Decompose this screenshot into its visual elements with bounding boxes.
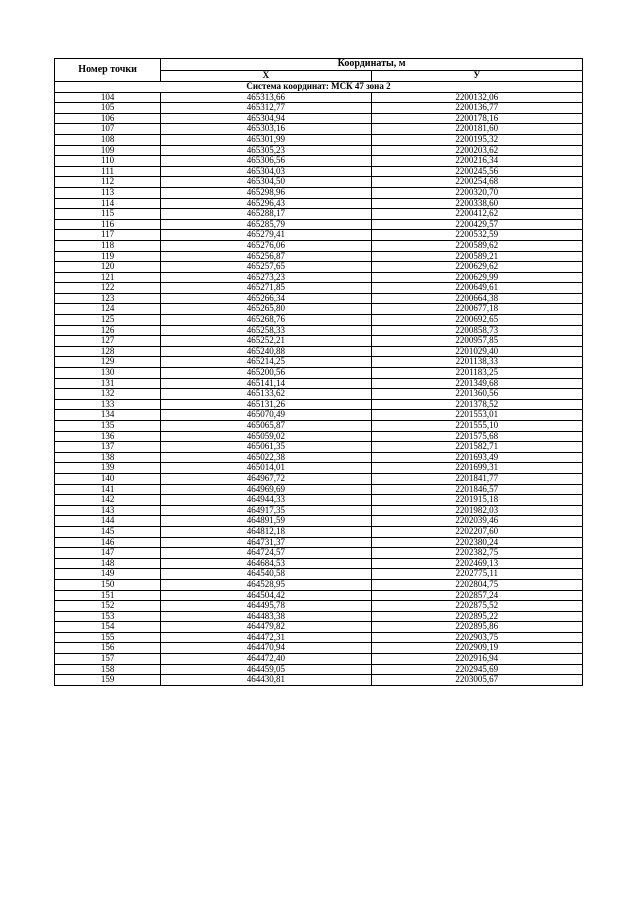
- point-number-cell: 133: [55, 399, 161, 410]
- table-row: [55, 675, 583, 686]
- y-coordinate-cell: 2201699,31: [371, 463, 582, 474]
- x-coordinate-cell: 464479,82: [161, 622, 371, 633]
- point-number-cell: 141: [55, 484, 161, 495]
- x-header: Х: [161, 70, 371, 82]
- table-row: [55, 558, 583, 569]
- point-number-cell: 106: [55, 113, 161, 124]
- table-row: [55, 336, 583, 347]
- x-coordinate-cell: 464472,40: [161, 654, 371, 665]
- x-coordinate-cell: 465271,85: [161, 283, 371, 294]
- table-row: [55, 368, 583, 379]
- x-coordinate-cell: 464684,53: [161, 558, 371, 569]
- y-coordinate-cell: 2201360,56: [371, 389, 582, 400]
- point-number-cell: 159: [55, 675, 161, 686]
- y-coordinate-cell: 2200203,62: [371, 145, 582, 156]
- x-coordinate-cell: 465285,79: [161, 219, 371, 230]
- y-coordinate-cell: 2202775,11: [371, 569, 582, 580]
- y-coordinate-cell: 2200181,60: [371, 124, 582, 135]
- y-coordinate-cell: 2202903,75: [371, 632, 582, 643]
- table-row: [55, 463, 583, 474]
- y-coordinate-cell: 2202857,24: [371, 590, 582, 601]
- y-coordinate-cell: 2202469,13: [371, 558, 582, 569]
- y-coordinate-cell: 2202207,60: [371, 526, 582, 537]
- x-coordinate-cell: 464470,94: [161, 643, 371, 654]
- table-row: [55, 410, 583, 421]
- point-number-cell: 122: [55, 283, 161, 294]
- table-row: [55, 569, 583, 580]
- y-coordinate-cell: 2200532,59: [371, 230, 582, 241]
- point-number-cell: 152: [55, 601, 161, 612]
- point-number-cell: 118: [55, 240, 161, 251]
- y-coordinate-cell: 2200412,62: [371, 209, 582, 220]
- table-row: [55, 654, 583, 665]
- table-row: [55, 240, 583, 251]
- x-coordinate-cell: 465059,02: [161, 431, 371, 442]
- table-row: [55, 103, 583, 114]
- y-coordinate-cell: 2200216,34: [371, 156, 582, 167]
- table-row: [55, 113, 583, 124]
- point-number-cell: 115: [55, 209, 161, 220]
- point-number-cell: 105: [55, 103, 161, 114]
- point-number-cell: 135: [55, 421, 161, 432]
- table-row: [55, 145, 583, 156]
- table-row: [55, 315, 583, 326]
- table-row: [55, 209, 583, 220]
- x-coordinate-cell: 465276,06: [161, 240, 371, 251]
- x-coordinate-cell: 465022,38: [161, 452, 371, 463]
- table-row: [55, 484, 583, 495]
- y-coordinate-cell: 2201029,40: [371, 346, 582, 357]
- table-row: [55, 421, 583, 432]
- y-coordinate-cell: 2200957,85: [371, 336, 582, 347]
- x-coordinate-cell: 465014,01: [161, 463, 371, 474]
- table-row: [55, 537, 583, 548]
- coordinates-document: [54, 58, 583, 686]
- x-coordinate-cell: 465296,43: [161, 198, 371, 209]
- table-row: [55, 156, 583, 167]
- table-row: [55, 198, 583, 209]
- point-number-cell: 125: [55, 315, 161, 326]
- table-row: [55, 590, 583, 601]
- y-coordinate-cell: 2201349,68: [371, 378, 582, 389]
- point-number-header: Номер точки: [55, 59, 161, 82]
- x-coordinate-cell: 464812,18: [161, 526, 371, 537]
- table-row: [55, 473, 583, 484]
- y-coordinate-cell: 2200589,21: [371, 251, 582, 262]
- x-coordinate-cell: 465312,77: [161, 103, 371, 114]
- point-number-cell: 117: [55, 230, 161, 241]
- x-coordinate-cell: 465070,49: [161, 410, 371, 421]
- x-coordinate-cell: 465256,87: [161, 251, 371, 262]
- point-number-cell: 142: [55, 495, 161, 506]
- y-coordinate-cell: 2202382,75: [371, 548, 582, 559]
- point-number-cell: 114: [55, 198, 161, 209]
- point-number-cell: 130: [55, 368, 161, 379]
- x-coordinate-cell: 464459,05: [161, 664, 371, 675]
- table-row: [55, 134, 583, 145]
- point-number-cell: 134: [55, 410, 161, 421]
- y-coordinate-cell: 2202039,46: [371, 516, 582, 527]
- y-coordinate-cell: 2201183,25: [371, 368, 582, 379]
- y-coordinate-cell: 2200589,62: [371, 240, 582, 251]
- point-number-cell: 145: [55, 526, 161, 537]
- y-coordinate-cell: 2201138,33: [371, 357, 582, 368]
- table-row: [55, 283, 583, 294]
- point-number-cell: 124: [55, 304, 161, 315]
- y-coordinate-cell: 2200136,77: [371, 103, 582, 114]
- x-coordinate-cell: 465065,87: [161, 421, 371, 432]
- point-number-cell: 154: [55, 622, 161, 633]
- point-number-cell: 143: [55, 505, 161, 516]
- x-coordinate-cell: 465306,56: [161, 156, 371, 167]
- point-number-cell: 157: [55, 654, 161, 665]
- x-coordinate-cell: 465252,21: [161, 336, 371, 347]
- x-coordinate-cell: 465200,56: [161, 368, 371, 379]
- x-coordinate-cell: 465133,62: [161, 389, 371, 400]
- table-row: [55, 431, 583, 442]
- point-number-cell: 107: [55, 124, 161, 135]
- x-coordinate-cell: 464917,35: [161, 505, 371, 516]
- y-coordinate-cell: 2200692,65: [371, 315, 582, 326]
- y-coordinate-cell: 2200664,38: [371, 293, 582, 304]
- x-coordinate-cell: 465313,66: [161, 92, 371, 103]
- table-row: [55, 124, 583, 135]
- x-coordinate-cell: 465273,23: [161, 272, 371, 283]
- y-coordinate-cell: 2202945,69: [371, 664, 582, 675]
- table-row: [55, 262, 583, 273]
- table-row: [55, 664, 583, 675]
- point-number-cell: 110: [55, 156, 161, 167]
- point-number-cell: 148: [55, 558, 161, 569]
- table-row: [55, 177, 583, 188]
- x-coordinate-cell: 464969,69: [161, 484, 371, 495]
- x-coordinate-cell: 465304,50: [161, 177, 371, 188]
- point-number-cell: 131: [55, 378, 161, 389]
- x-coordinate-cell: 465304,94: [161, 113, 371, 124]
- y-coordinate-cell: 2201555,10: [371, 421, 582, 432]
- point-number-cell: 127: [55, 336, 161, 347]
- x-coordinate-cell: 464724,57: [161, 548, 371, 559]
- y-coordinate-cell: 2200677,18: [371, 304, 582, 315]
- point-number-cell: 156: [55, 643, 161, 654]
- x-coordinate-cell: 465141,14: [161, 378, 371, 389]
- coordinates-table: [54, 58, 583, 686]
- y-coordinate-cell: 2200132,06: [371, 92, 582, 103]
- point-number-cell: 150: [55, 579, 161, 590]
- x-coordinate-cell: 465258,33: [161, 325, 371, 336]
- point-number-cell: 139: [55, 463, 161, 474]
- y-coordinate-cell: 2200429,57: [371, 219, 582, 230]
- table-row: [55, 166, 583, 177]
- y-coordinate-cell: 2201575,68: [371, 431, 582, 442]
- point-number-cell: 138: [55, 452, 161, 463]
- table-row: [55, 346, 583, 357]
- x-coordinate-cell: 464891,59: [161, 516, 371, 527]
- y-coordinate-cell: 2202895,22: [371, 611, 582, 622]
- table-row: [55, 526, 583, 537]
- point-number-cell: 140: [55, 473, 161, 484]
- table-row: [55, 442, 583, 453]
- y-coordinate-cell: 2200338,60: [371, 198, 582, 209]
- x-coordinate-cell: 464528,95: [161, 579, 371, 590]
- table-row: [55, 219, 583, 230]
- point-number-cell: 112: [55, 177, 161, 188]
- x-coordinate-cell: 465288,17: [161, 209, 371, 220]
- coordinate-system-label: Система координат: МСК 47 зона 2: [55, 82, 583, 93]
- table-row: [55, 357, 583, 368]
- point-number-cell: 109: [55, 145, 161, 156]
- x-coordinate-cell: 465266,34: [161, 293, 371, 304]
- table-row: [55, 643, 583, 654]
- table-row: [55, 378, 583, 389]
- point-number-cell: 120: [55, 262, 161, 273]
- table-row: [55, 601, 583, 612]
- y-coordinate-cell: 2200629,62: [371, 262, 582, 273]
- point-number-cell: 151: [55, 590, 161, 601]
- y-coordinate-cell: 2200195,32: [371, 134, 582, 145]
- x-coordinate-cell: 464967,72: [161, 473, 371, 484]
- x-coordinate-cell: 465279,41: [161, 230, 371, 241]
- y-coordinate-cell: 2201582,71: [371, 442, 582, 453]
- y-coordinate-cell: 2200858,73: [371, 325, 582, 336]
- y-coordinate-cell: 2200178,16: [371, 113, 582, 124]
- table-row: [55, 251, 583, 262]
- x-coordinate-cell: 465304,03: [161, 166, 371, 177]
- table-row: [55, 399, 583, 410]
- y-coordinate-cell: 2200254,68: [371, 177, 582, 188]
- point-number-cell: 158: [55, 664, 161, 675]
- table-row: [55, 632, 583, 643]
- y-coordinate-cell: 2201378,52: [371, 399, 582, 410]
- y-coordinate-cell: 2200649,61: [371, 283, 582, 294]
- point-number-cell: 153: [55, 611, 161, 622]
- x-coordinate-cell: 464472,31: [161, 632, 371, 643]
- x-coordinate-cell: 464483,38: [161, 611, 371, 622]
- table-row: [55, 622, 583, 633]
- point-number-cell: 119: [55, 251, 161, 262]
- y-coordinate-cell: 2201915,18: [371, 495, 582, 506]
- x-coordinate-cell: 465061,35: [161, 442, 371, 453]
- y-coordinate-cell: 2202895,86: [371, 622, 582, 633]
- y-coordinate-cell: 2201693,49: [371, 452, 582, 463]
- point-number-cell: 155: [55, 632, 161, 643]
- x-coordinate-cell: 465298,96: [161, 187, 371, 198]
- table-row: [55, 548, 583, 559]
- y-coordinate-cell: 2201553,01: [371, 410, 582, 421]
- x-coordinate-cell: 465305,23: [161, 145, 371, 156]
- table-row: [55, 293, 583, 304]
- table-row: [55, 304, 583, 315]
- point-number-cell: 147: [55, 548, 161, 559]
- y-coordinate-cell: 2200245,56: [371, 166, 582, 177]
- y-coordinate-cell: 2201846,57: [371, 484, 582, 495]
- point-number-cell: 144: [55, 516, 161, 527]
- point-number-cell: 132: [55, 389, 161, 400]
- y-coordinate-cell: 2200320,70: [371, 187, 582, 198]
- x-coordinate-cell: 464944,33: [161, 495, 371, 506]
- y-coordinate-cell: 2202909,19: [371, 643, 582, 654]
- y-coordinate-cell: 2203005,67: [371, 675, 582, 686]
- point-number-cell: 136: [55, 431, 161, 442]
- x-coordinate-cell: 465214,25: [161, 357, 371, 368]
- y-coordinate-cell: 2201982,03: [371, 505, 582, 516]
- point-number-cell: 128: [55, 346, 161, 357]
- x-coordinate-cell: 464731,37: [161, 537, 371, 548]
- x-coordinate-cell: 465268,76: [161, 315, 371, 326]
- y-coordinate-cell: 2201841,77: [371, 473, 582, 484]
- table-row: [55, 505, 583, 516]
- x-coordinate-cell: 465257,65: [161, 262, 371, 273]
- x-coordinate-cell: 465240,88: [161, 346, 371, 357]
- point-number-cell: 111: [55, 166, 161, 177]
- y-coordinate-cell: 2202916,94: [371, 654, 582, 665]
- table-row: [55, 272, 583, 283]
- table-row: [55, 389, 583, 400]
- point-number-cell: 108: [55, 134, 161, 145]
- point-number-cell: 121: [55, 272, 161, 283]
- x-coordinate-cell: 464504,42: [161, 590, 371, 601]
- table-row: [55, 579, 583, 590]
- x-coordinate-cell: 465301,99: [161, 134, 371, 145]
- table-row: [55, 452, 583, 463]
- x-coordinate-cell: 464540,58: [161, 569, 371, 580]
- table-row: [55, 187, 583, 198]
- table-row: [55, 495, 583, 506]
- y-coordinate-cell: 2202875,52: [371, 601, 582, 612]
- x-coordinate-cell: 465265,80: [161, 304, 371, 315]
- table-row: [55, 230, 583, 241]
- x-coordinate-cell: 465303,16: [161, 124, 371, 135]
- table-row: [55, 516, 583, 527]
- table-row: [55, 325, 583, 336]
- point-number-cell: 149: [55, 569, 161, 580]
- x-coordinate-cell: 464495,78: [161, 601, 371, 612]
- y-coordinate-cell: 2202804,75: [371, 579, 582, 590]
- point-number-cell: 129: [55, 357, 161, 368]
- x-coordinate-cell: 464430,81: [161, 675, 371, 686]
- y-coordinate-cell: 2202380,24: [371, 537, 582, 548]
- point-number-cell: 137: [55, 442, 161, 453]
- point-number-cell: 104: [55, 92, 161, 103]
- point-number-cell: 123: [55, 293, 161, 304]
- coordinates-header: Координаты, м: [161, 59, 583, 71]
- point-number-cell: 126: [55, 325, 161, 336]
- point-number-cell: 116: [55, 219, 161, 230]
- point-number-cell: 146: [55, 537, 161, 548]
- point-number-cell: 113: [55, 187, 161, 198]
- y-coordinate-cell: 2200629,99: [371, 272, 582, 283]
- y-header: У: [371, 70, 582, 82]
- table-row: [55, 611, 583, 622]
- table-row: [55, 92, 583, 103]
- x-coordinate-cell: 465131,26: [161, 399, 371, 410]
